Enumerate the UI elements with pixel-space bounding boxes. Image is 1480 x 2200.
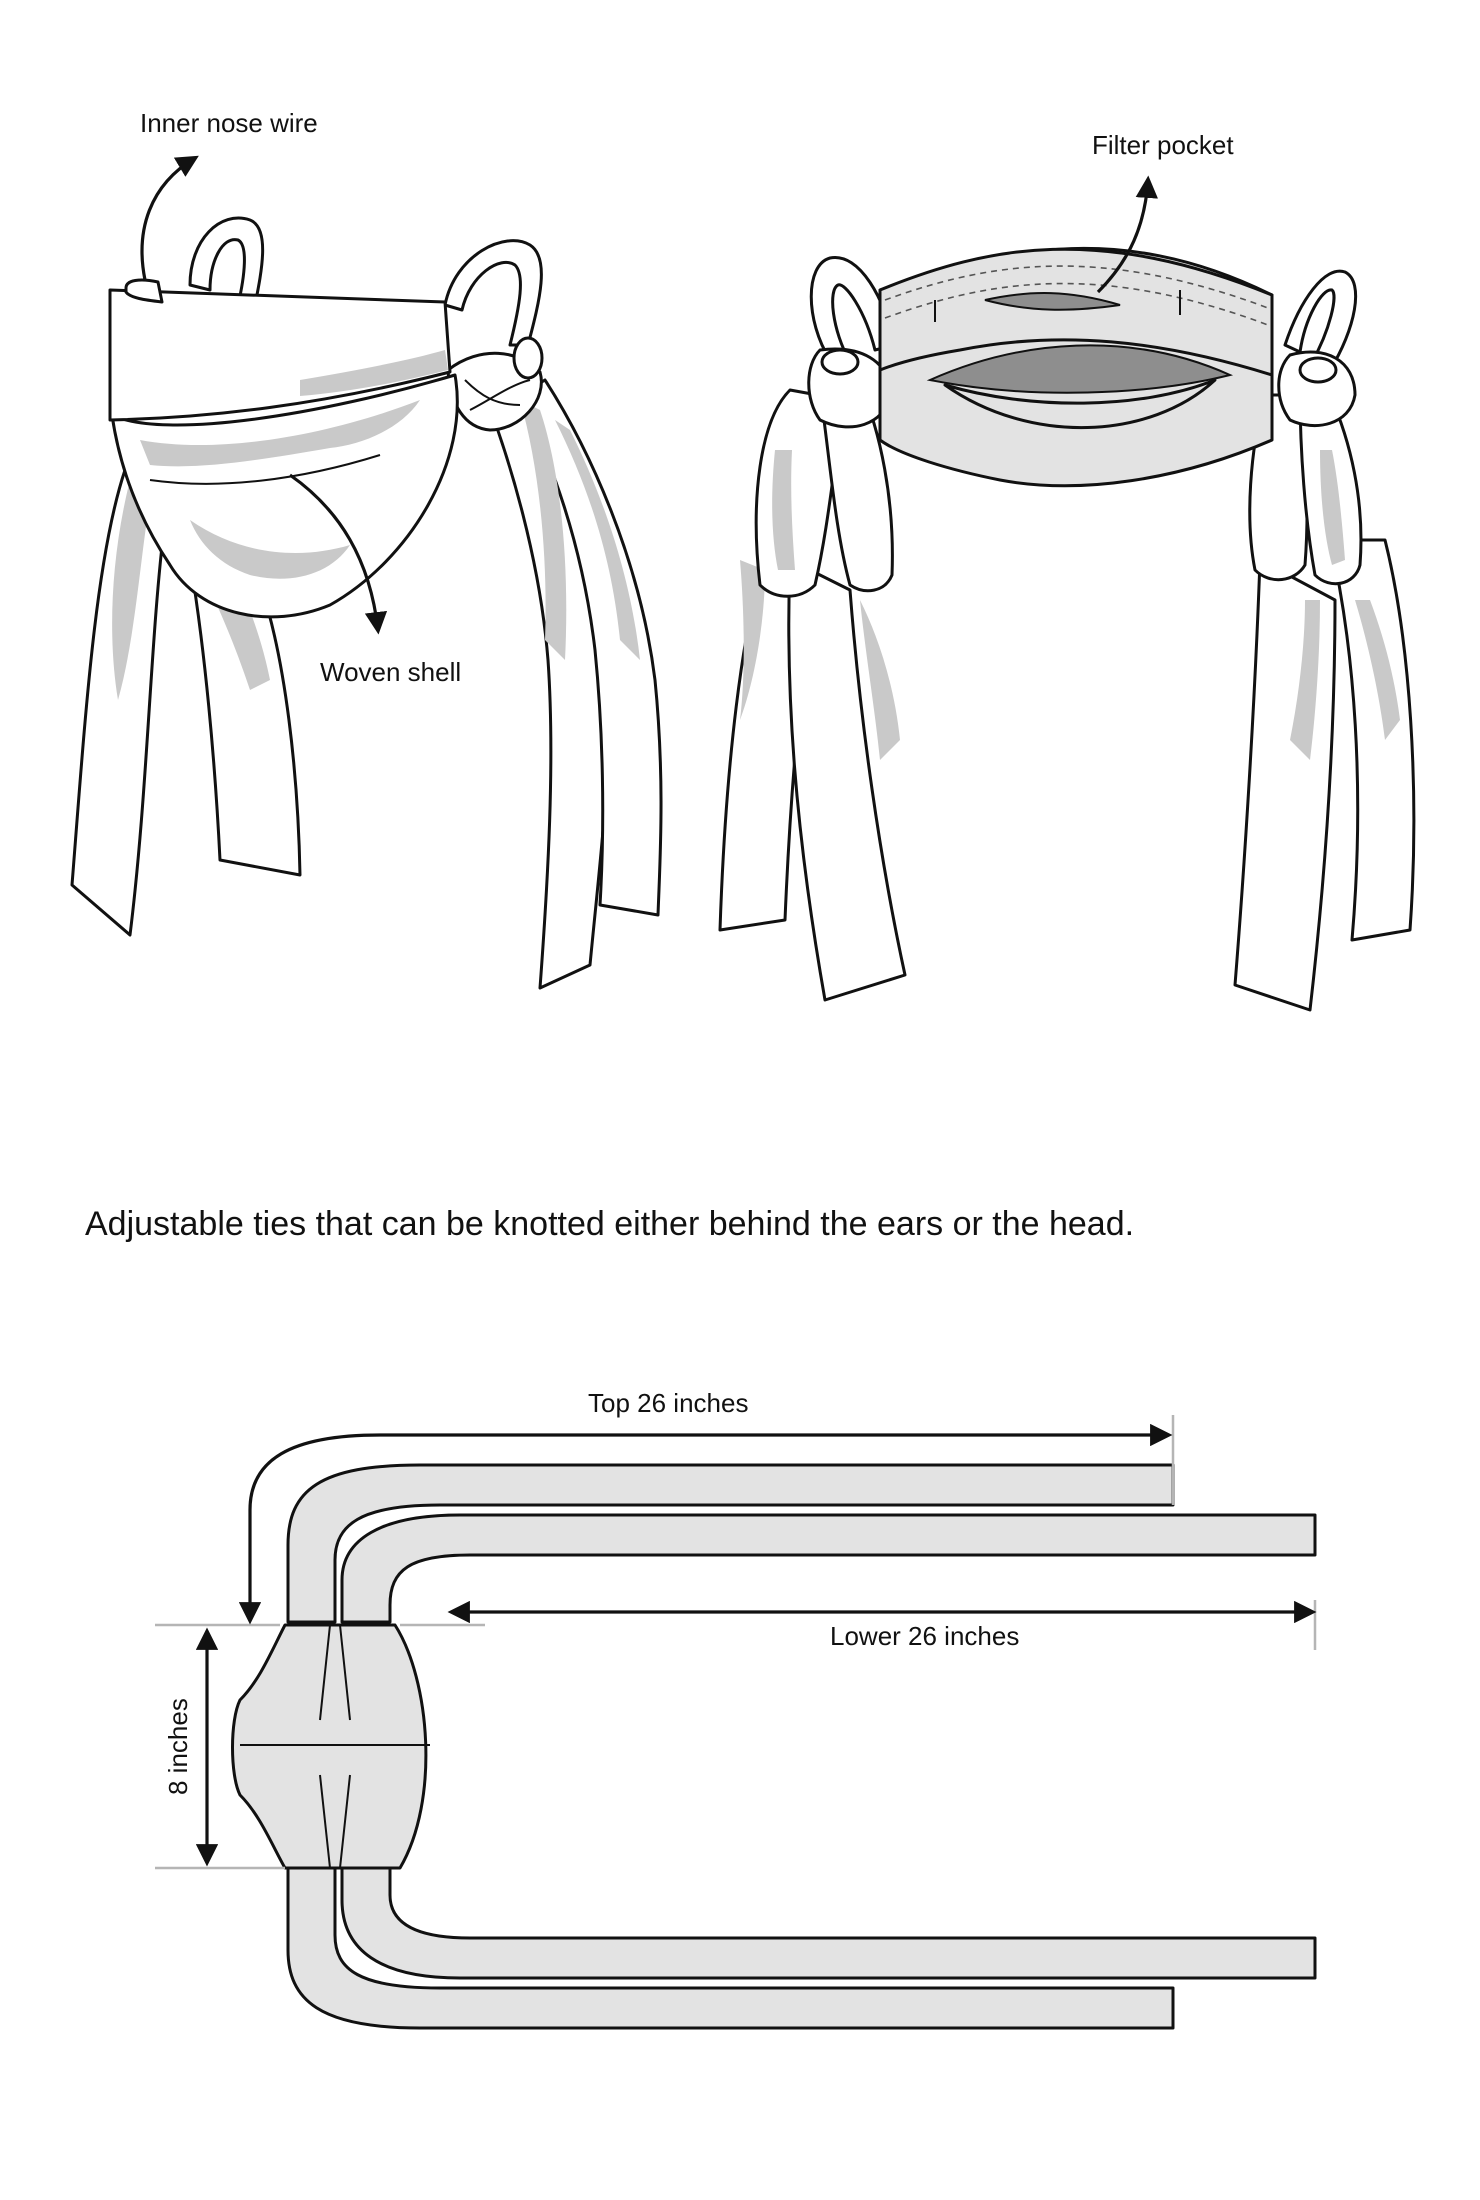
mask-side-view (72, 158, 661, 988)
label-height-dimension: 8 inches (163, 1698, 193, 1795)
label-woven-shell: Woven shell (320, 657, 462, 687)
label-lower-dimension: Lower 26 inches (830, 1621, 1020, 1651)
label-top-dimension: Top 26 inches (588, 1388, 749, 1418)
label-inner-nose-wire: Inner nose wire (140, 108, 318, 138)
caption-text: Adjustable ties that can be knotted either behind the ears or the head. (85, 1205, 1135, 1243)
label-filter-pocket: Filter pocket (1092, 130, 1234, 160)
mask-front-view (720, 180, 1414, 1010)
tie-dimension-diagram (155, 1415, 1315, 2028)
